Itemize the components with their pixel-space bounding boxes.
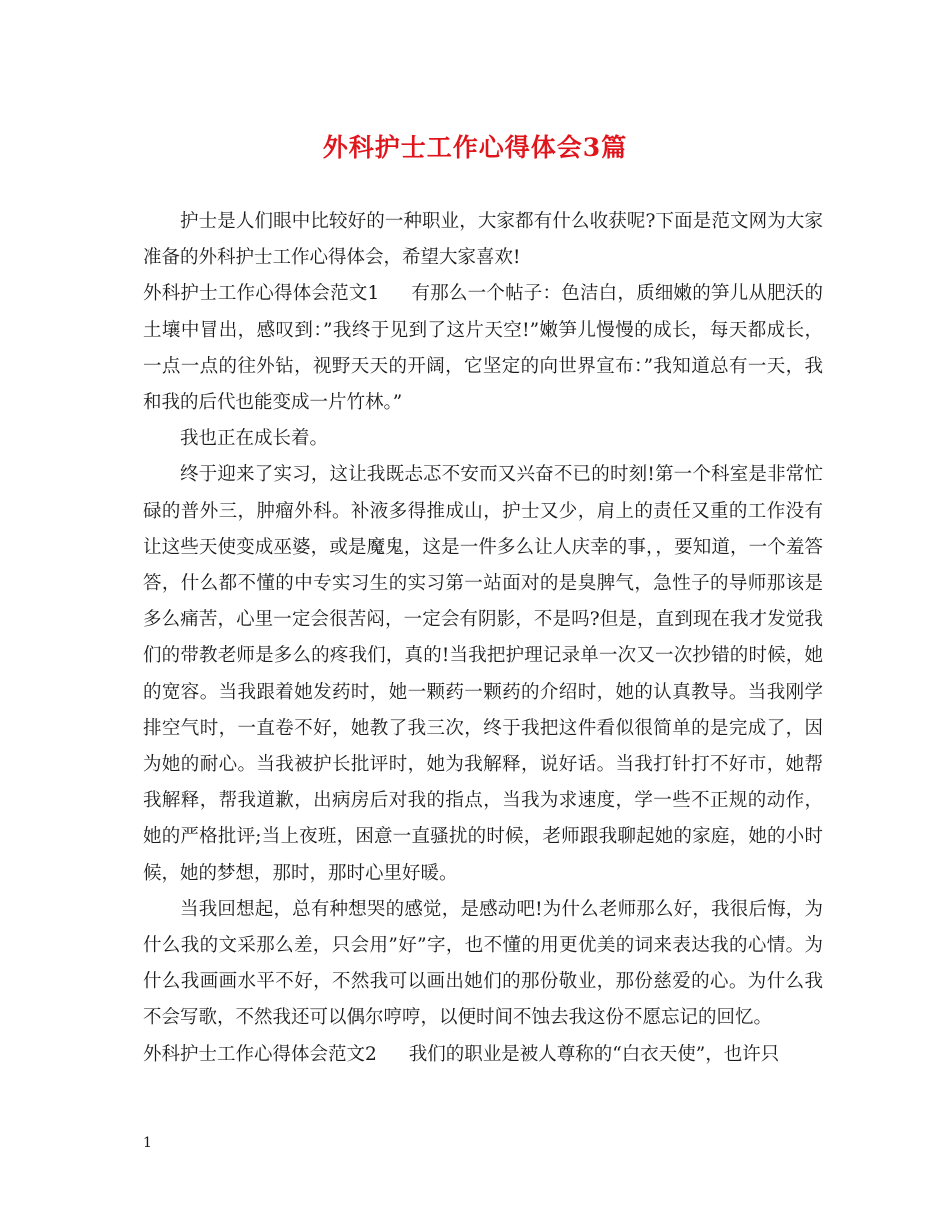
page-number: 1 [143, 1135, 152, 1151]
section-2-text: 我们的职业是被人尊称的“白衣天使”，也许只 [408, 1043, 780, 1065]
intro-paragraph: 护士是人们眼中比较好的一种职业，大家都有什么收获呢?下面是范文网为大家准备的外科护士工作心得体会，希望大家喜欢! [143, 211, 823, 269]
section-2-heading: 外科护士工作心得体会范文2 [143, 1043, 377, 1065]
growing-paragraph: 我也正在成长着。 [180, 428, 329, 450]
document-body [143, 204, 823, 1073]
section-1-text: 有那么一个帖子：色洁白，质细嫩的笋儿从肥沃的土壤中冒出，感叹到：”我终于见到了这片天空!”嫩笋儿慢慢的成长，每天都成长，一点一点的往外钻，视野天天的开阔，它坚定的向世界宣布：”我知道总有一天，我和我的后代也能变成一片竹林。” [143, 283, 823, 414]
section-1-paragraph [143, 276, 823, 421]
document-title: 外科护士工作心得体会3篇 [322, 133, 628, 162]
recall-paragraph: 当我回想起，总有种想哭的感觉，是感动吧!为什么老师那么好，我很后悔，为什么我的文采那么差，只会用”好”字，也不懂的用更优美的词来表达我的心情。为什么我画画水平不好，不然我可以画出她们的那份敬业，那份慈爱的心。为什么我不会写歌，不然我还可以偶尔哼哼，以便时间不蚀去我这份不愿忘记的回忆。 [143, 898, 823, 1029]
section-2-paragraph [143, 1037, 823, 1073]
internship-paragraph: 终于迎来了实习，这让我既忐忑不安而又兴奋不已的时刻!第一个科室是非常忙碌的普外三，肿瘤外科。补液多得推成山，护士又少，肩上的责任又重的工作没有让这些天使变成巫婆，或是魔鬼，这是一件多么让人庆幸的事，，要知道，一个羞答答，什么都不懂的中专实习生的实习第一站面对的是臭脾气，急性子的导师那该是多么痛苦，心里一定会很苦闷，一定会有阴影，不是吗?但是，直到现在我才发觉我们的带教老师是多么的疼我们，真的!当我把护理记录单一次又一次抄错的时候，她的宽容。当我跟着她发药时，她一颗药一颗药的介绍时，她的认真教导。当我刚学排空气时，一直卷不好，她教了我三次，终于我把这件看似很简单的是完成了，因为她的耐心。当我被护长批评时，她为我解释，说好话。当我打针打不好市，她帮我解释，帮我道歉，出病房后对我的指点，当我为求速度，学一些不正规的动作，她的严格批评;当上夜班，困意一直骚扰的时候，老师跟我聊起她的家庭，她的小时候，她的梦想，那时，那时心里好暖。 [143, 464, 823, 884]
section-1-heading: 外科护士工作心得体会范文1 [143, 283, 380, 305]
